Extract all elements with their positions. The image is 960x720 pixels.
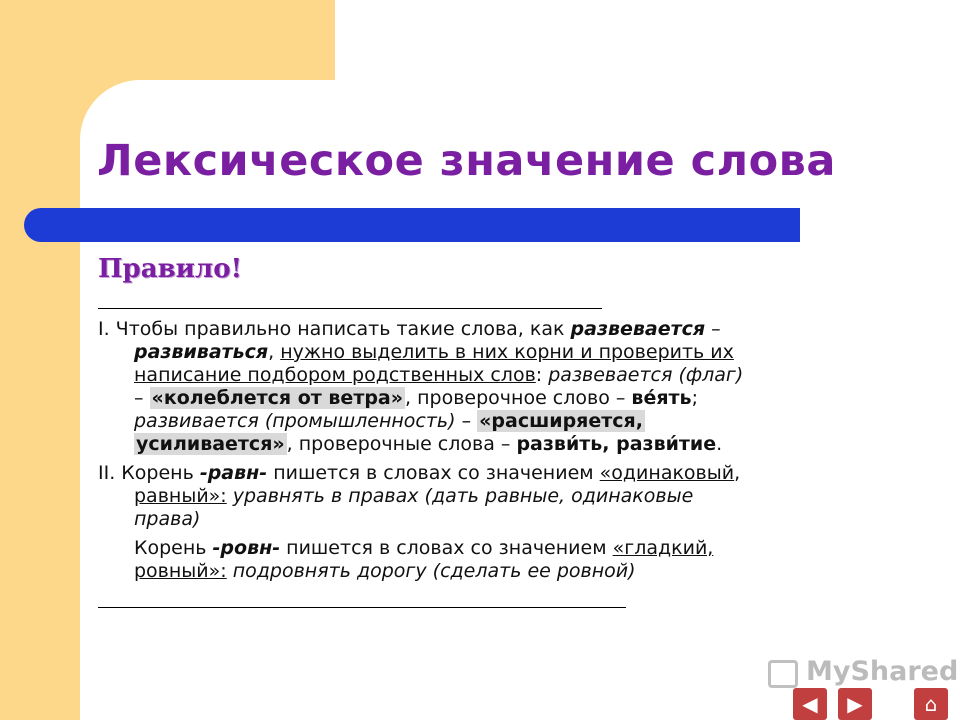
slide-title: Лексическое значение слова [97,136,836,186]
underlined-text: «гладкий, [612,537,714,559]
p2-line1 [98,462,740,484]
underlined-text: написание подбором родственных слов [134,364,536,386]
p1-line3 [98,364,743,386]
text-fragment: , проверочные слова – [286,433,517,455]
prev-slide-button[interactable]: ◀ [793,688,827,720]
highlighted-meaning: «колеблется от ветра» [151,387,404,409]
check-word: разви́ть, разви́тие [516,433,717,455]
root-label: -равн- [199,462,268,484]
check-word: ве́ять [631,387,692,409]
highlighted-meaning: «расширяется, [479,410,643,432]
underlined-text: ровный»: [134,560,227,582]
italic-example: развевается (флаг) [548,364,744,386]
underlined-text: равный»: [134,485,227,507]
p1-line6 [98,433,722,455]
logo-text: MyShared [806,656,959,687]
p2-line2 [98,485,693,507]
background-left-strip [0,0,80,720]
underlined-text: нужно выделить в них корни и проверить их [280,341,734,363]
p1-line4 [98,387,698,409]
p1-line2 [98,341,734,363]
next-slide-button[interactable]: ▶ [838,688,872,720]
text-fragment: , [268,341,281,363]
text-fragment: II. Корень [98,462,200,484]
example-word: развиваться [134,341,269,363]
text-fragment: . [716,433,723,455]
divider-top [98,308,602,309]
p1-line5 [98,410,645,432]
text-fragment: I. Чтобы правильно написать такие слова, как [98,318,571,340]
text-fragment: – [705,318,721,340]
italic-example: подровнять дорогу (сделать ее ровной) [226,560,636,582]
italic-example: развивается (промышленность) – [134,410,478,432]
example-word: развевается [570,318,706,340]
text-fragment: ; [691,387,698,409]
rule-heading: Правило! [98,254,243,284]
p3-line2 [98,560,636,582]
underlined-text: «одинаковый [599,462,735,484]
text-fragment: пишется в словах со значением [267,462,600,484]
p2-line3 [98,508,200,530]
p3-line1 [98,537,713,559]
italic-example: права) [134,508,201,530]
text-fragment: : [535,364,549,386]
divider-bottom [98,607,626,608]
highlighted-meaning: усиливается» [136,433,285,455]
home-button[interactable]: ⌂ [914,688,948,720]
text-fragment: пишется в словах со значением [280,537,613,559]
text-fragment: , [734,462,741,484]
text-fragment: – [134,387,150,409]
text-fragment: , проверочное слово – [405,387,632,409]
p1-line1 [98,318,721,340]
root-label: -ровн- [212,537,281,559]
text-fragment: Корень [134,537,213,559]
title-underline-bar [24,208,800,242]
italic-example: уравнять в правах (дать равные, одинаковые [226,485,694,507]
presentation-icon [768,660,798,688]
